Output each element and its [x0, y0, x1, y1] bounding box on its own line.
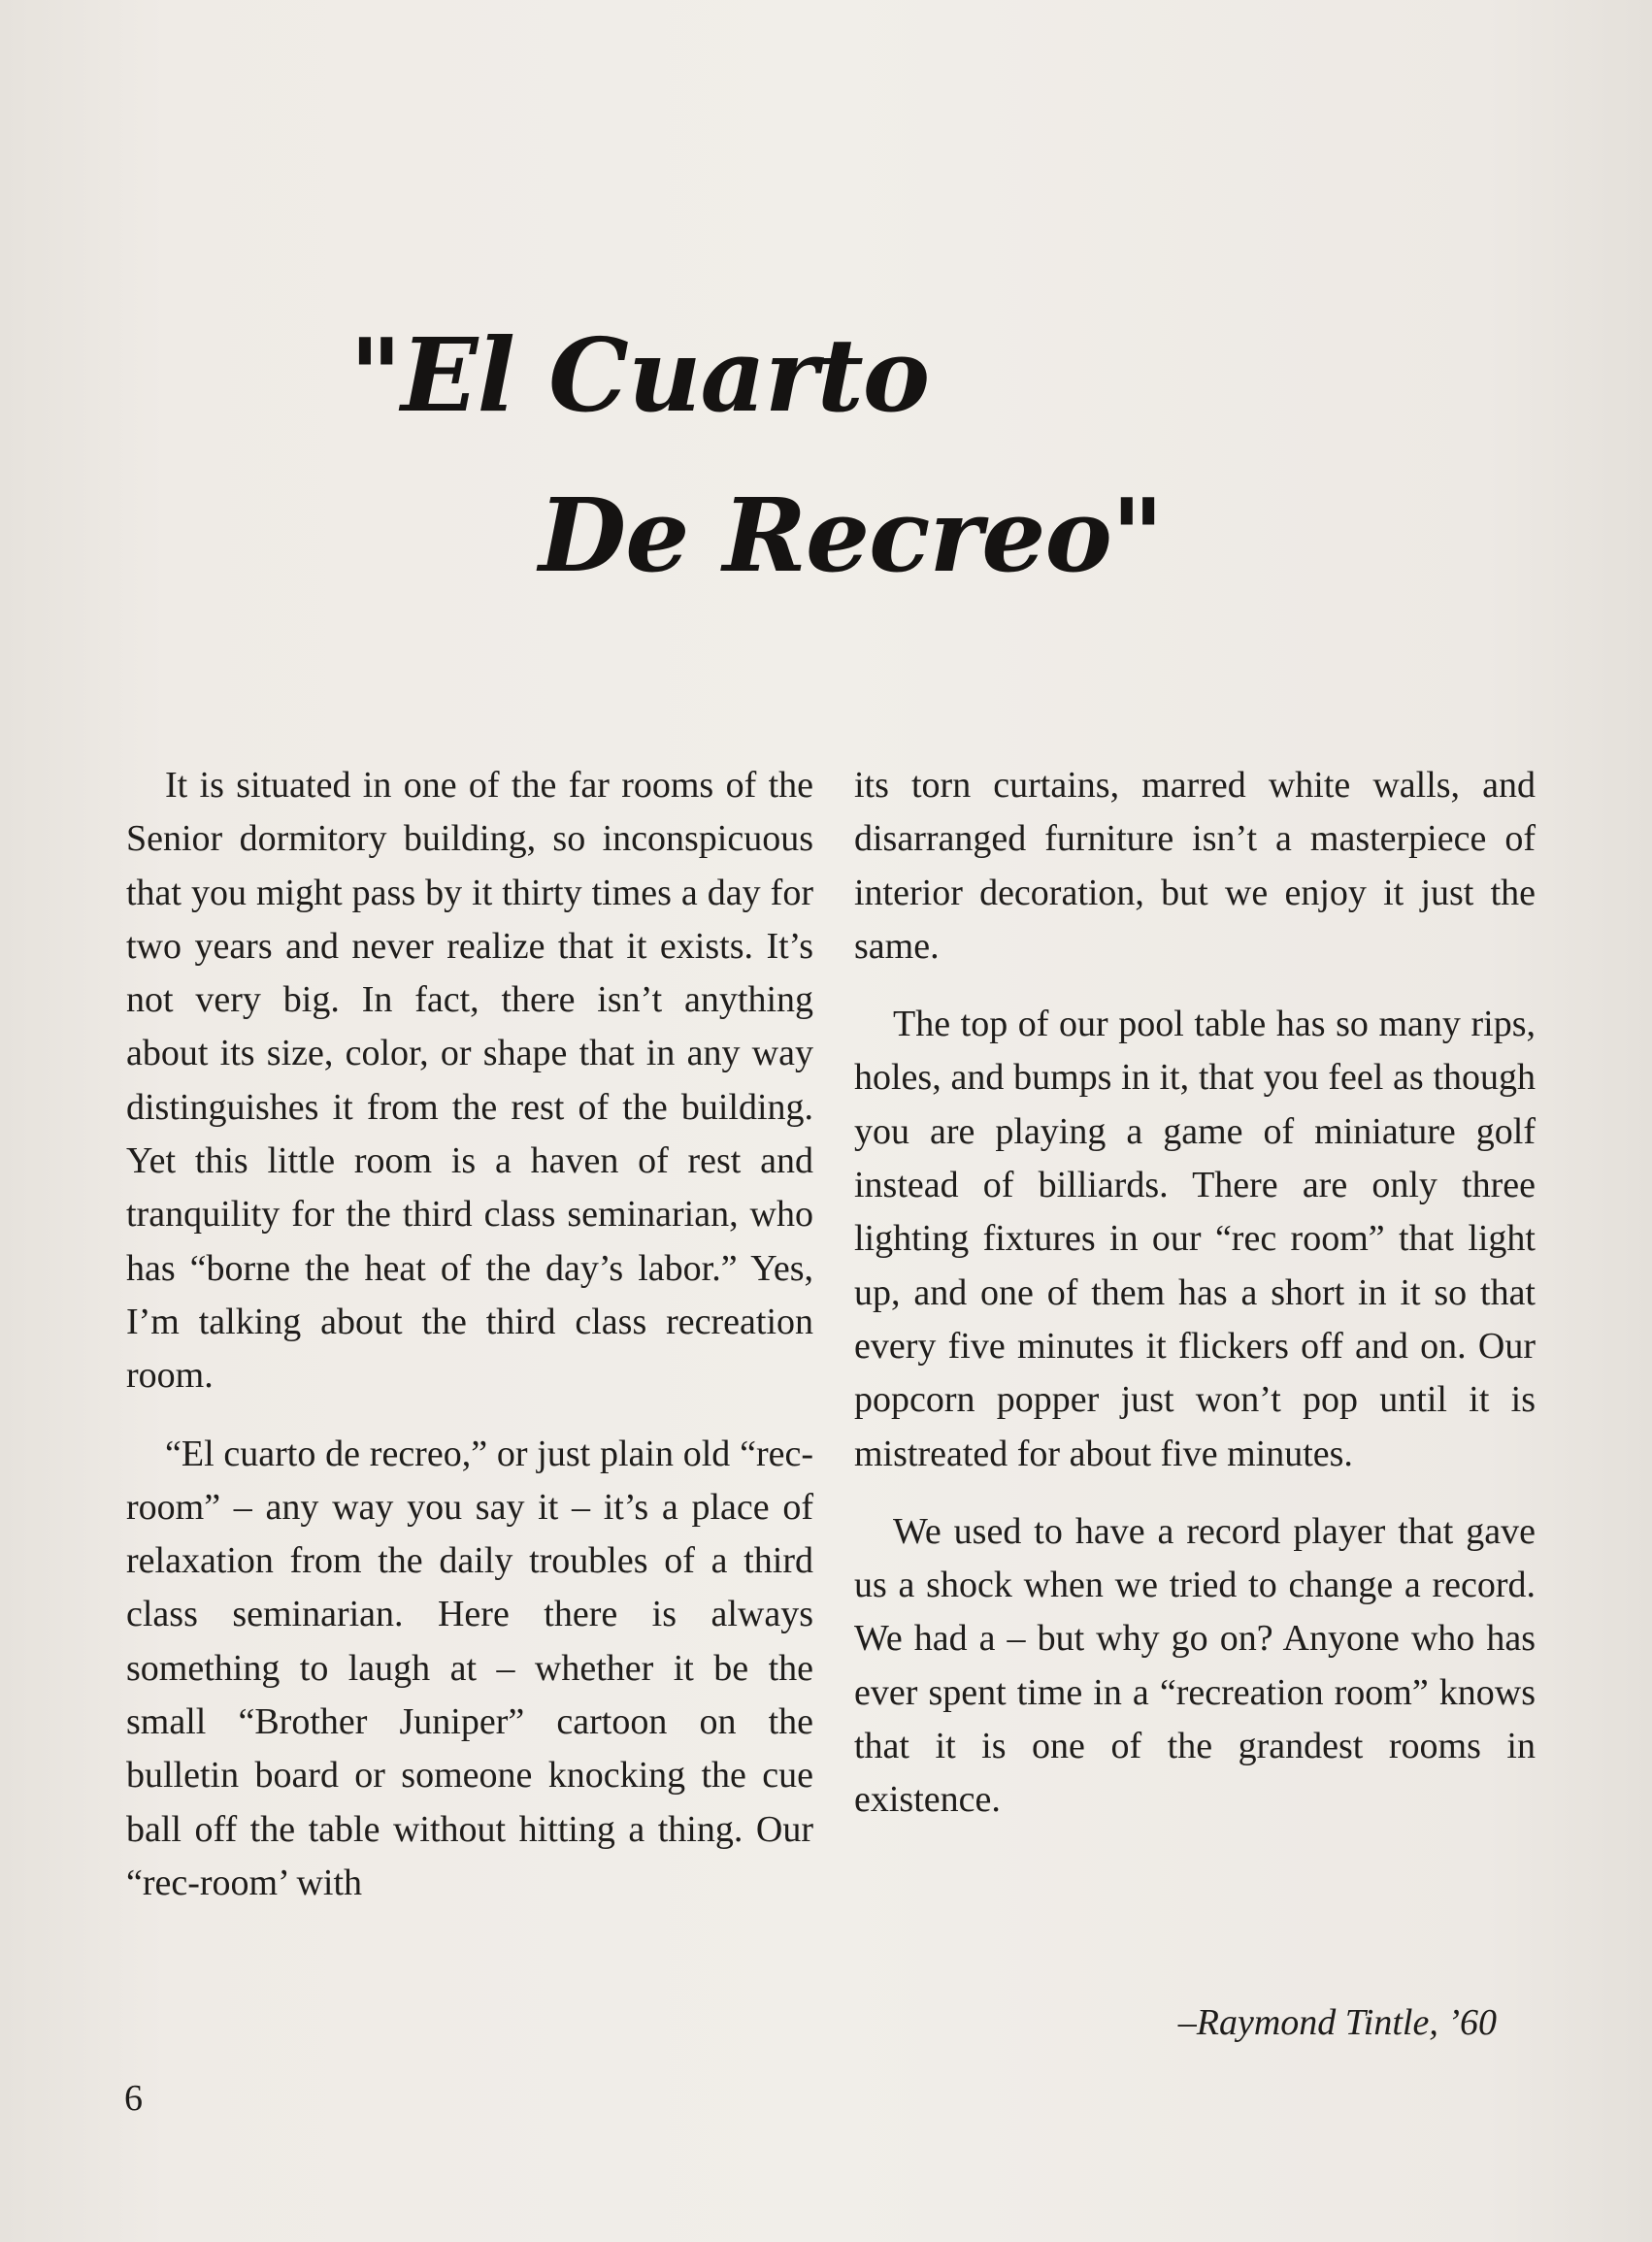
- page-number: 6: [124, 2078, 143, 2119]
- paragraph-4: The top of our pool table has so many rips, holes, and bumps in it, that you feel as though you are playing a game of miniature golf instead of billiards. There are only three lighting fixtures in our “rec room” that light up, and one of them has a short in it so that every five minutes it flickers off and on. Our popcorn popper just won’t pop until it is mistreated for about five minutes.: [854, 1004, 1536, 1474]
- right-column: [854, 759, 1536, 1828]
- title-line-2: De Recreo": [539, 476, 1163, 595]
- paragraph-3: its torn curtains, marred white walls, and disarranged furniture isn’t a masterpiece of interior decoration, but we enjoy it just the same.: [854, 765, 1536, 967]
- author-signature: –Raymond Tintle, ’60: [1177, 2002, 1497, 2043]
- paragraph-2: “El cuarto de recreo,” or just plain old “rec-room” – any way you say it – it’s a place of relaxation from the daily troubles of a third class seminarian. Here there is always something to laugh at – whether it be the small “Brother Juniper” cartoon on the bulletin board or someone knocking the cue ball off the table without hitting a thing. Our “rec-room’ with: [126, 1433, 813, 1903]
- left-column: [126, 759, 813, 1910]
- article-title: [349, 315, 1163, 616]
- paragraph-5: We used to have a record player that gave us a shock when we tried to change a record. We had a – but why go on? Anyone who has ever spent time in a “recreation room” knows that it is one of the grandest rooms in existence.: [854, 1510, 1536, 1821]
- title-line-1: "El Cuarto: [349, 315, 930, 435]
- paragraph-1: It is situated in one of the far rooms of the Senior dormitory building, so inconspicuous that you might pass by it thirty times a day for two years and never realize that it exists. It’s not very big. In fact, there isn’t anything about its size, color, or shape that in any way distinguishes it from the rest of the building. Yet this little room is a haven of rest and tranquility for the third class seminarian, who has “borne the heat of the day’s labor.” Yes, I’m talking about the third class recreation room.: [126, 765, 813, 1397]
